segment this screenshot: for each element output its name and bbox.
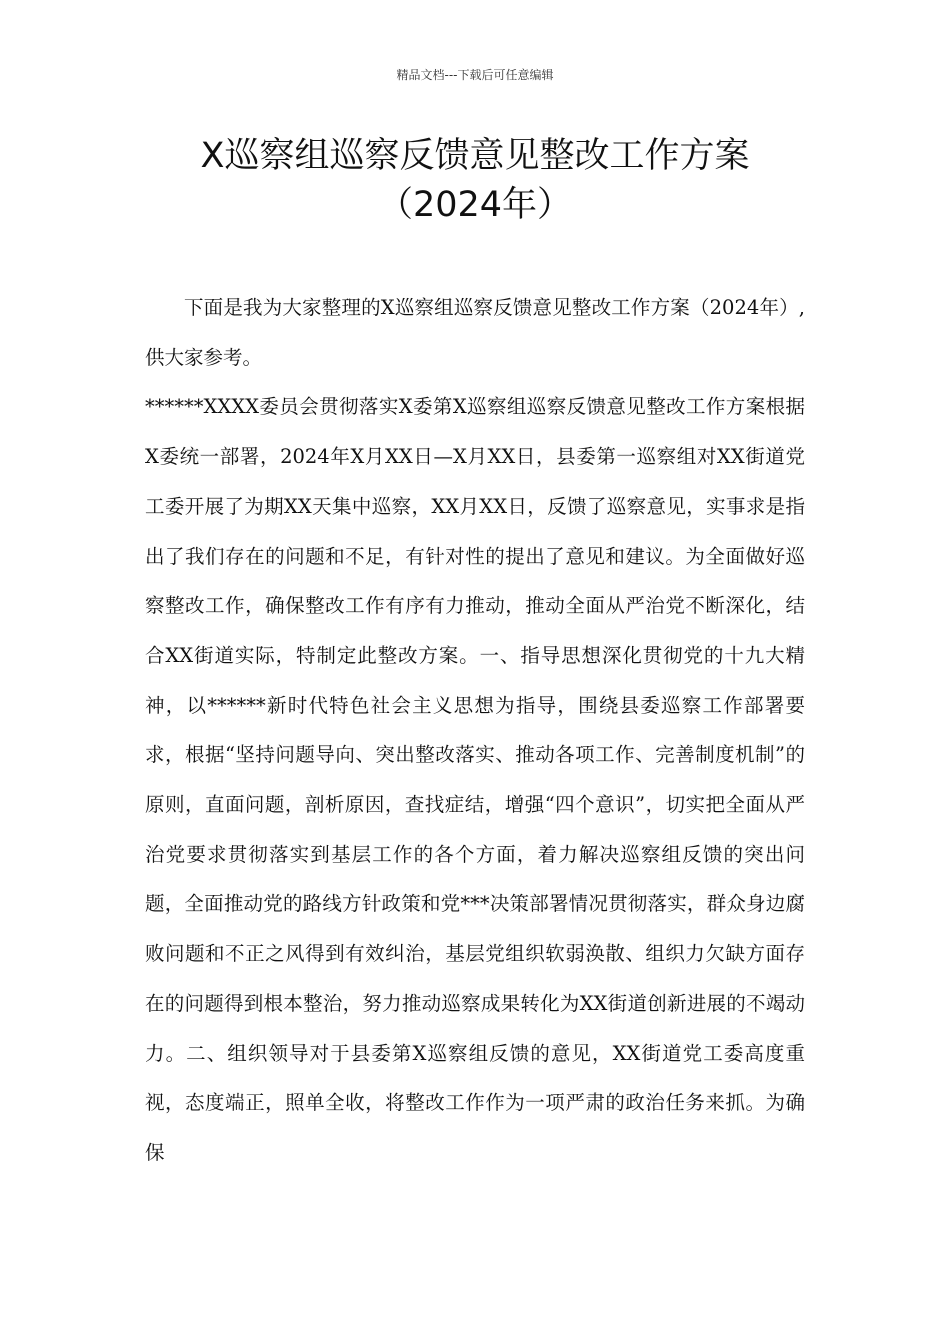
body-paragraph: ******XXXX委员会贯彻落实X委第X巡察组巡察反馈意见整改工作方案根据X委统一部署，2024年X月XX日—X月XX日，县委第一巡察组对XX街道党工委开展了为期XX天集中巡察，XX月XX日，反馈了巡察意见，实事求是指出了我们存在的问题和不足，有针对性的提出了意见和建议。为全面做好巡察整改工作，确保整改工作有序有力推动，推动全面从严治党不断深化，结合XX街道实际，特制定此整改方案。一、指导思想深化贯彻党的十九大精神，以******新时代特色社会主义思想为指导，围绕县委巡察工作部署要求，根据“坚持问题导向、突出整改落实、推动各项工作、完善制度机制”的原则，直面问题，剖析原因，查找症结，增强“四个意识”，切实把全面从严治党要求贯彻落实到基层工作的各个方面，着力解决巡察组反馈的突出问题，全面推动党的路线方针政策和党***决策部署情况贯彻落实，群众身边腐败问题和不正之风得到有效纠治，基层党组织软弱涣散、组织力欠缺方面存在的问题得到根本整治，努力推动巡察成果转化为XX街道创新进展的不竭动力。二、组织领导对于县委第X巡察组反馈的意见，XX街道党工委高度重视，态度端正，照单全收，将整改工作作为一项严肃的政治任务来抓。为确保 [145,395,805,1164]
document-title [0,132,950,230]
document-body [145,283,805,1178]
intro-paragraph: 下面是我为大家整理的X巡察组巡察反馈意见整改工作方案（2024年）,供大家参考。 [145,296,805,369]
title-line-1: X巡察组巡察反馈意见整改工作方案 [200,136,750,176]
document-header-note: 精品文档---下载后可任意编辑 [396,68,554,82]
title-line-2: （2024年） [377,185,573,225]
